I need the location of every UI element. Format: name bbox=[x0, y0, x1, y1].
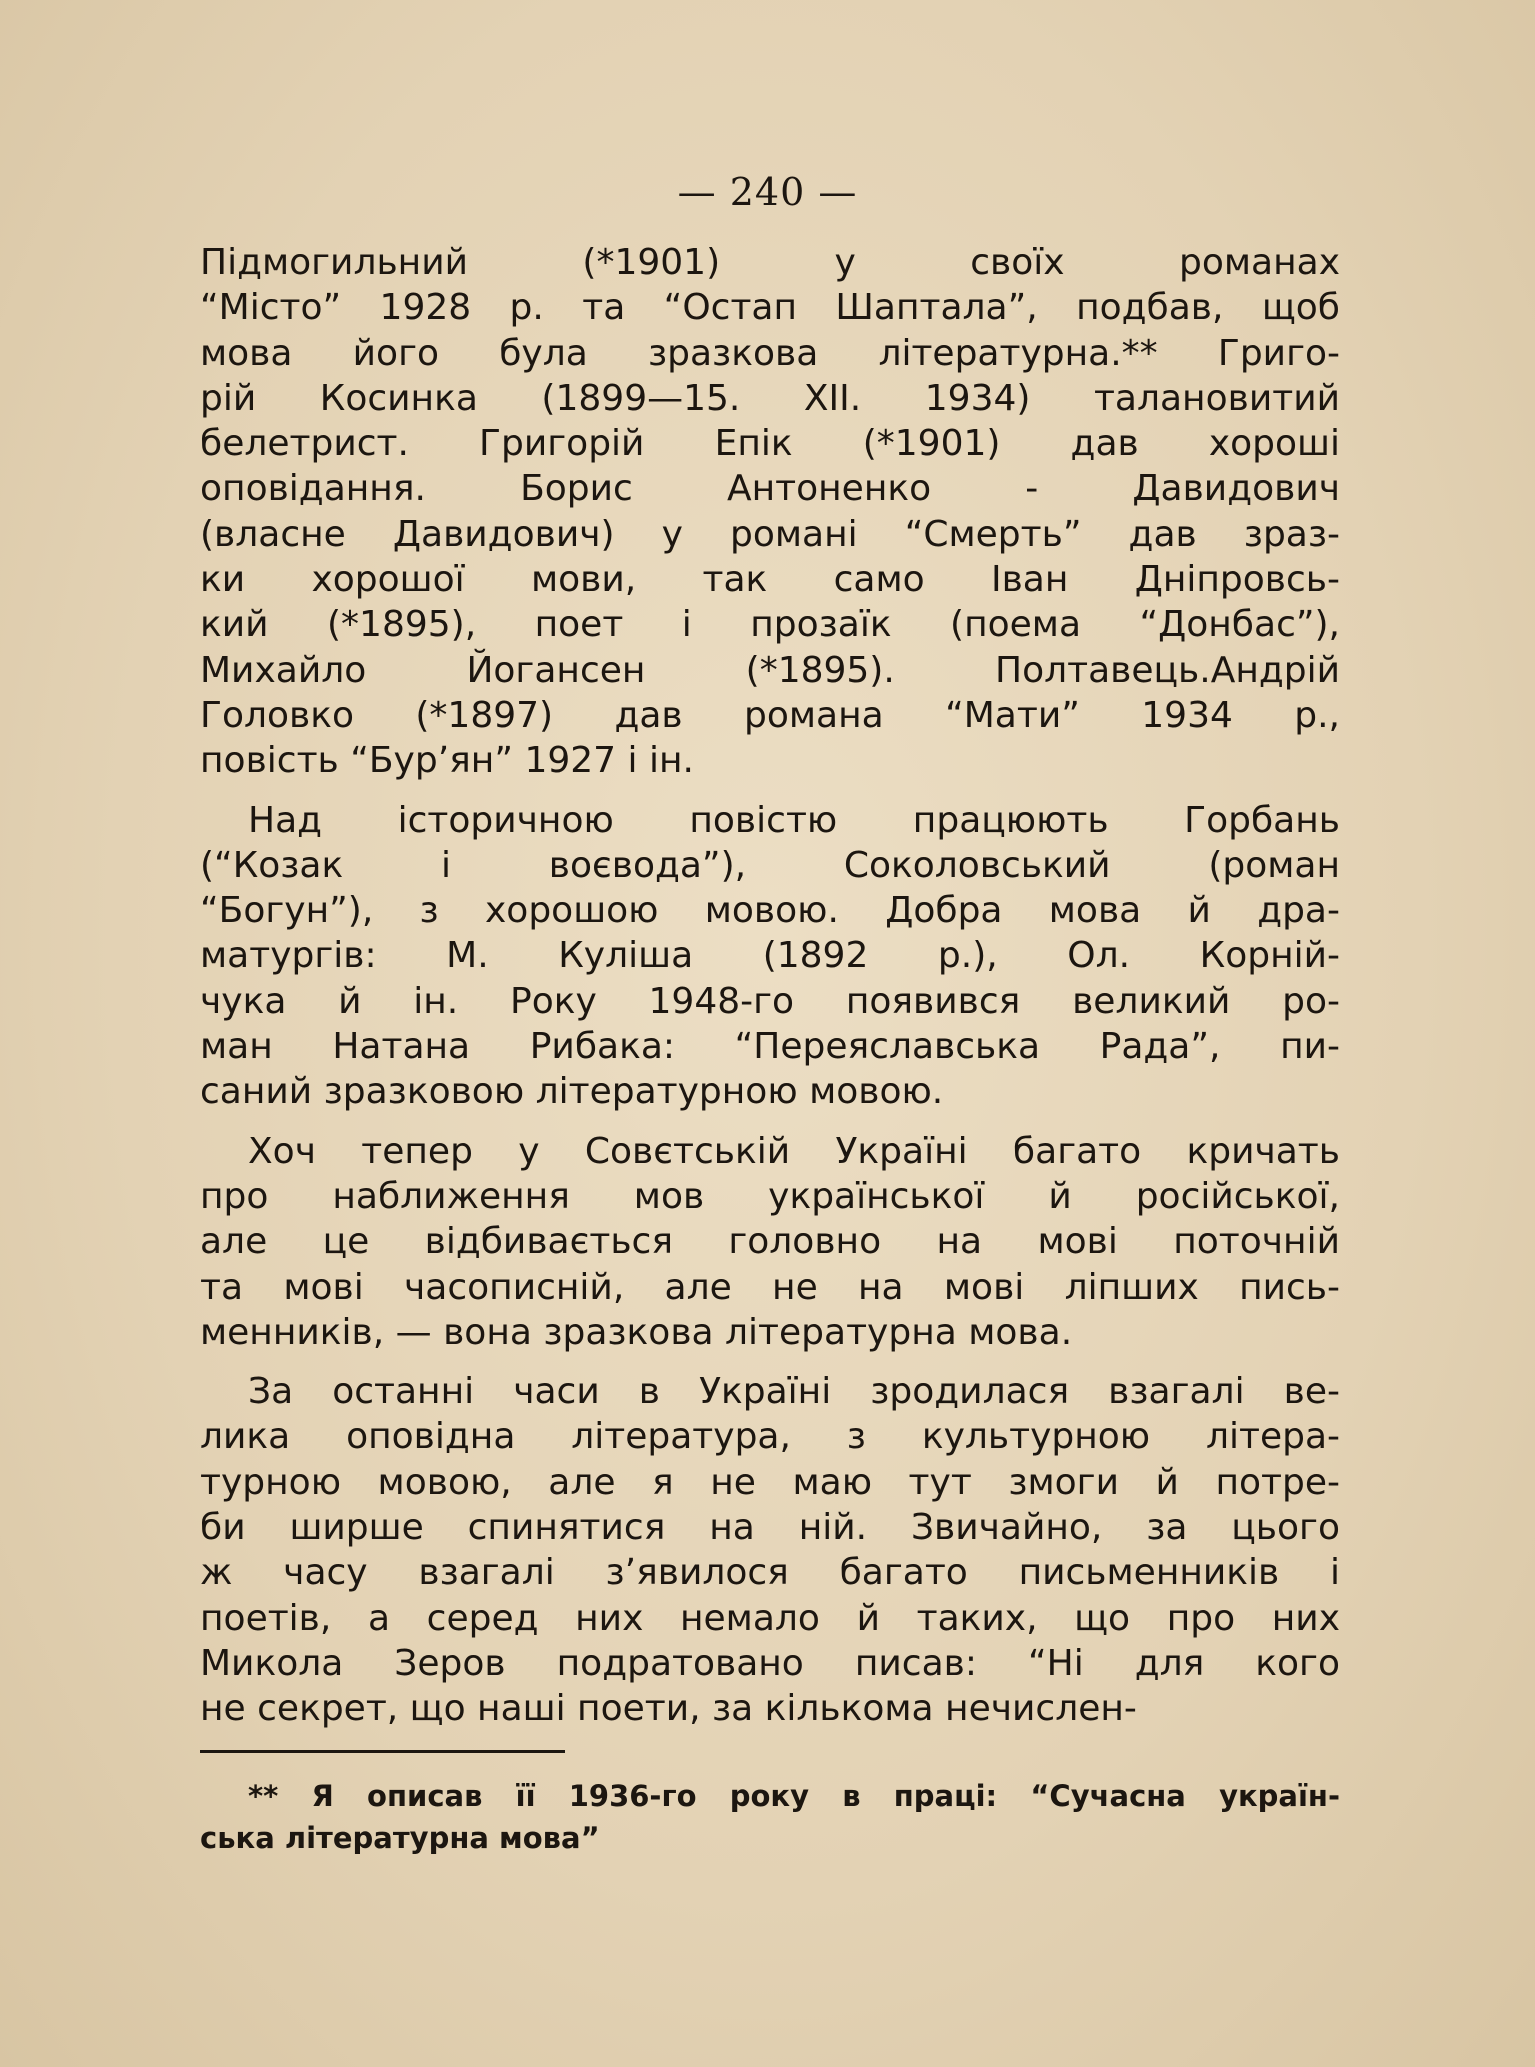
text-line: “Місто” 1928 р. та “Остап Шаптала”, подбав, щоб bbox=[200, 287, 1340, 329]
text-line: мова його була зразкова літературна.** Григо- bbox=[200, 332, 1340, 374]
text-line: оповідання. Борис Антоненко - Давидович bbox=[200, 468, 1340, 510]
page-number: — 240 — bbox=[677, 170, 858, 214]
text-line: За останні часи в Україні зродилася взагалі ве- bbox=[248, 1371, 1340, 1413]
text-line: менників, — вона зразкова літературна мова. bbox=[200, 1311, 1073, 1353]
text-line: белетрист. Григорій Епік (*1901) дав хороші bbox=[200, 423, 1340, 465]
paragraph bbox=[200, 798, 1340, 1115]
footnote-divider bbox=[200, 1750, 565, 1753]
text-line: Підмогильний (*1901) у своїх романах bbox=[200, 242, 1340, 283]
text-line: але це відбивається головно на мові поточній bbox=[200, 1221, 1340, 1263]
text-line: ман Натана Рибака: “Переяславська Рада”, пи- bbox=[200, 1026, 1340, 1068]
text-line: (“Козак і воєвода”), Соколовський (роман bbox=[200, 844, 1340, 886]
text-line: Над історичною повістю працюють Горбань bbox=[248, 799, 1340, 841]
text-line: Хоч тепер у Совєтській Україні багато кричать bbox=[248, 1130, 1340, 1172]
paragraph bbox=[200, 1129, 1340, 1355]
text-line: Михайло Йогансен (*1895). Полтавець.Андрій bbox=[200, 649, 1340, 691]
text-line: рій Косинка (1899—15. XII. 1934) талановитий bbox=[200, 377, 1340, 419]
footnote bbox=[200, 1775, 1340, 1859]
paragraph bbox=[200, 1369, 1340, 1731]
text-line: саний зразковою літературною мовою. bbox=[200, 1071, 944, 1113]
text-line: би ширше спинятися на ній. Звичайно, за цього bbox=[200, 1507, 1340, 1549]
text-line: лика оповідна література, з культурною літера- bbox=[200, 1416, 1340, 1458]
text-line: ки хорошої мови, так само Іван Дніпровсь- bbox=[200, 559, 1340, 601]
paragraph bbox=[200, 240, 1340, 784]
text-line: (власне Давидович) у романі “Смерть” дав зраз- bbox=[200, 513, 1340, 555]
text-line: кий (*1895), поет і прозаїк (поема “Донбас”), bbox=[200, 604, 1340, 646]
footnote-line: ** Я описав її 1936-го року в праці: “Сучасна україн- bbox=[248, 1779, 1340, 1813]
text-line: ж часу взагалі з’явилося багато письменників і bbox=[200, 1552, 1340, 1594]
text-line: Головко (*1897) дав романа “Мати” 1934 р., bbox=[200, 694, 1340, 736]
text-line: Микола Зеров подратовано писав: “Ні для кого bbox=[200, 1642, 1340, 1684]
text-line: “Богун”), з хорошою мовою. Добра мова й дра- bbox=[200, 890, 1340, 932]
text-line: не секрет, що наші поети, за кількома нечислен- bbox=[200, 1688, 1137, 1730]
text-line: поетів, а серед них немало й таких, що про них bbox=[200, 1597, 1340, 1639]
text-line: та мові часописній, але не на мові ліпших пись- bbox=[200, 1266, 1340, 1308]
footnote-line: ська літературна мова” bbox=[200, 1821, 600, 1855]
text-line: про наближення мов української й російської, bbox=[200, 1175, 1340, 1217]
text-line: турною мовою, але я не маю тут змоги й потре- bbox=[200, 1461, 1340, 1503]
text-line: матургів: М. Куліша (1892 р.), Ол. Корній- bbox=[200, 935, 1340, 977]
text-line: повість “Бур’ян” 1927 і ін. bbox=[200, 740, 694, 782]
text-line: чука й ін. Року 1948-го появився великий ро- bbox=[200, 980, 1340, 1022]
body-text bbox=[200, 240, 1340, 1746]
